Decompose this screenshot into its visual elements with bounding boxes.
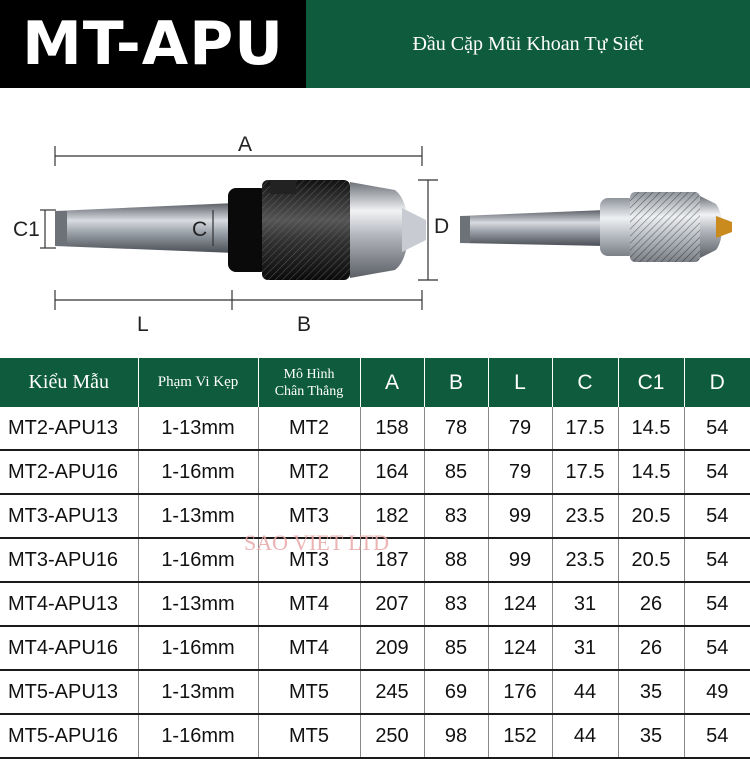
- cell-shank: MT2: [258, 407, 360, 450]
- cell-c: 44: [552, 670, 618, 714]
- cell-range: 1-16mm: [138, 626, 258, 670]
- cell-a: 164: [360, 450, 424, 494]
- cell-d: 54: [684, 582, 750, 626]
- dim-c-label: C: [192, 218, 208, 241]
- cell-shank: MT3: [258, 494, 360, 538]
- cell-b: 69: [424, 670, 488, 714]
- header-shank-line1: Mô Hình: [283, 366, 335, 382]
- header-a: A: [360, 358, 424, 407]
- dimension-a: [55, 133, 422, 166]
- cell-c1: 26: [618, 582, 684, 626]
- cell-b: 88: [424, 538, 488, 582]
- cell-a: 207: [360, 582, 424, 626]
- cell-b: 83: [424, 494, 488, 538]
- cell-l: 79: [488, 407, 552, 450]
- cell-model: MT2-APU13: [0, 407, 138, 450]
- cell-d: 54: [684, 714, 750, 758]
- cell-l: 124: [488, 582, 552, 626]
- cell-a: 250: [360, 714, 424, 758]
- cell-l: 176: [488, 670, 552, 714]
- product-description: Đầu Cặp Mũi Khoan Tự Siết: [412, 32, 644, 55]
- cell-shank: MT4: [258, 626, 360, 670]
- cell-a: 187: [360, 538, 424, 582]
- spec-table: [0, 358, 750, 759]
- cell-d: 54: [684, 407, 750, 450]
- cell-range: 1-13mm: [138, 582, 258, 626]
- cell-range: 1-16mm: [138, 538, 258, 582]
- cell-l: 99: [488, 538, 552, 582]
- header-model: Kiểu Mẫu: [0, 358, 138, 407]
- cell-model: MT2-APU16: [0, 450, 138, 494]
- cell-c1: 14.5: [618, 450, 684, 494]
- cell-range: 1-16mm: [138, 714, 258, 758]
- cell-model: MT3-APU13: [0, 494, 138, 538]
- dim-d-label: D: [434, 215, 450, 238]
- cell-range: 1-13mm: [138, 670, 258, 714]
- cell-d: 54: [684, 626, 750, 670]
- cell-c1: 35: [618, 714, 684, 758]
- cell-b: 83: [424, 582, 488, 626]
- cell-range: 1-13mm: [138, 494, 258, 538]
- cell-b: 98: [424, 714, 488, 758]
- dimension-l-b: [55, 290, 422, 336]
- header-shank-type: [258, 358, 360, 407]
- page-title: MT-APU: [22, 9, 284, 79]
- cell-b: 85: [424, 450, 488, 494]
- dim-c1-label: C1: [13, 218, 40, 241]
- cell-b: 85: [424, 626, 488, 670]
- header-clamp-range: Phạm Vi Kẹp: [138, 358, 258, 407]
- cell-d: 54: [684, 450, 750, 494]
- cell-model: MT4-APU16: [0, 626, 138, 670]
- cell-c1: 20.5: [618, 538, 684, 582]
- cell-a: 182: [360, 494, 424, 538]
- drill-chuck-drawing: [0, 88, 750, 358]
- cell-shank: MT5: [258, 714, 360, 758]
- table-row: [0, 494, 750, 538]
- cell-c: 44: [552, 714, 618, 758]
- product-diagram: [0, 88, 750, 358]
- cell-c: 17.5: [552, 450, 618, 494]
- cell-d: 54: [684, 494, 750, 538]
- table-row: [0, 626, 750, 670]
- dimension-c1: [13, 210, 56, 248]
- cell-a: 245: [360, 670, 424, 714]
- cell-model: MT3-APU16: [0, 538, 138, 582]
- cell-range: 1-13mm: [138, 407, 258, 450]
- dim-b-label: B: [297, 313, 312, 336]
- cell-model: MT5-APU16: [0, 714, 138, 758]
- cell-c1: 35: [618, 670, 684, 714]
- table-body: [0, 407, 750, 758]
- cell-a: 209: [360, 626, 424, 670]
- cell-l: 99: [488, 494, 552, 538]
- cell-b: 78: [424, 407, 488, 450]
- header-shank-line2: Chân Thẳng: [274, 383, 344, 399]
- table-header-row: [0, 358, 750, 407]
- cell-c1: 14.5: [618, 407, 684, 450]
- header-c: C: [552, 358, 618, 407]
- cell-model: MT5-APU13: [0, 670, 138, 714]
- header: [0, 0, 750, 88]
- cell-d: 54: [684, 538, 750, 582]
- cell-c: 31: [552, 582, 618, 626]
- cell-l: 124: [488, 626, 552, 670]
- header-c1: C1: [618, 358, 684, 407]
- table-row: [0, 450, 750, 494]
- title-badge: [0, 0, 306, 88]
- product-photo: [460, 192, 732, 262]
- cell-c1: 20.5: [618, 494, 684, 538]
- cell-l: 79: [488, 450, 552, 494]
- table-row: [0, 407, 750, 450]
- cell-a: 158: [360, 407, 424, 450]
- cell-c: 23.5: [552, 538, 618, 582]
- table-row: [0, 714, 750, 758]
- shank-drawing: [55, 203, 235, 253]
- header-d: D: [684, 358, 750, 407]
- cell-shank: MT5: [258, 670, 360, 714]
- cell-c: 23.5: [552, 494, 618, 538]
- cell-shank: MT2: [258, 450, 360, 494]
- chuck-body-drawing: [228, 180, 426, 280]
- watermark: SAO VIET LTD: [244, 530, 390, 555]
- dim-l-label: L: [137, 313, 149, 336]
- table-row: [0, 670, 750, 714]
- cell-shank: MT4: [258, 582, 360, 626]
- cell-c: 17.5: [552, 407, 618, 450]
- cell-shank: MT3: [258, 538, 360, 582]
- cell-model: MT4-APU13: [0, 582, 138, 626]
- header-l: L: [488, 358, 552, 407]
- table-row: [0, 538, 750, 582]
- table-row: [0, 582, 750, 626]
- header-b: B: [424, 358, 488, 407]
- cell-c: 31: [552, 626, 618, 670]
- dim-a-label: A: [238, 133, 253, 156]
- cell-l: 152: [488, 714, 552, 758]
- title-banner: [306, 0, 750, 88]
- cell-d: 49: [684, 670, 750, 714]
- cell-range: 1-16mm: [138, 450, 258, 494]
- cell-c1: 26: [618, 626, 684, 670]
